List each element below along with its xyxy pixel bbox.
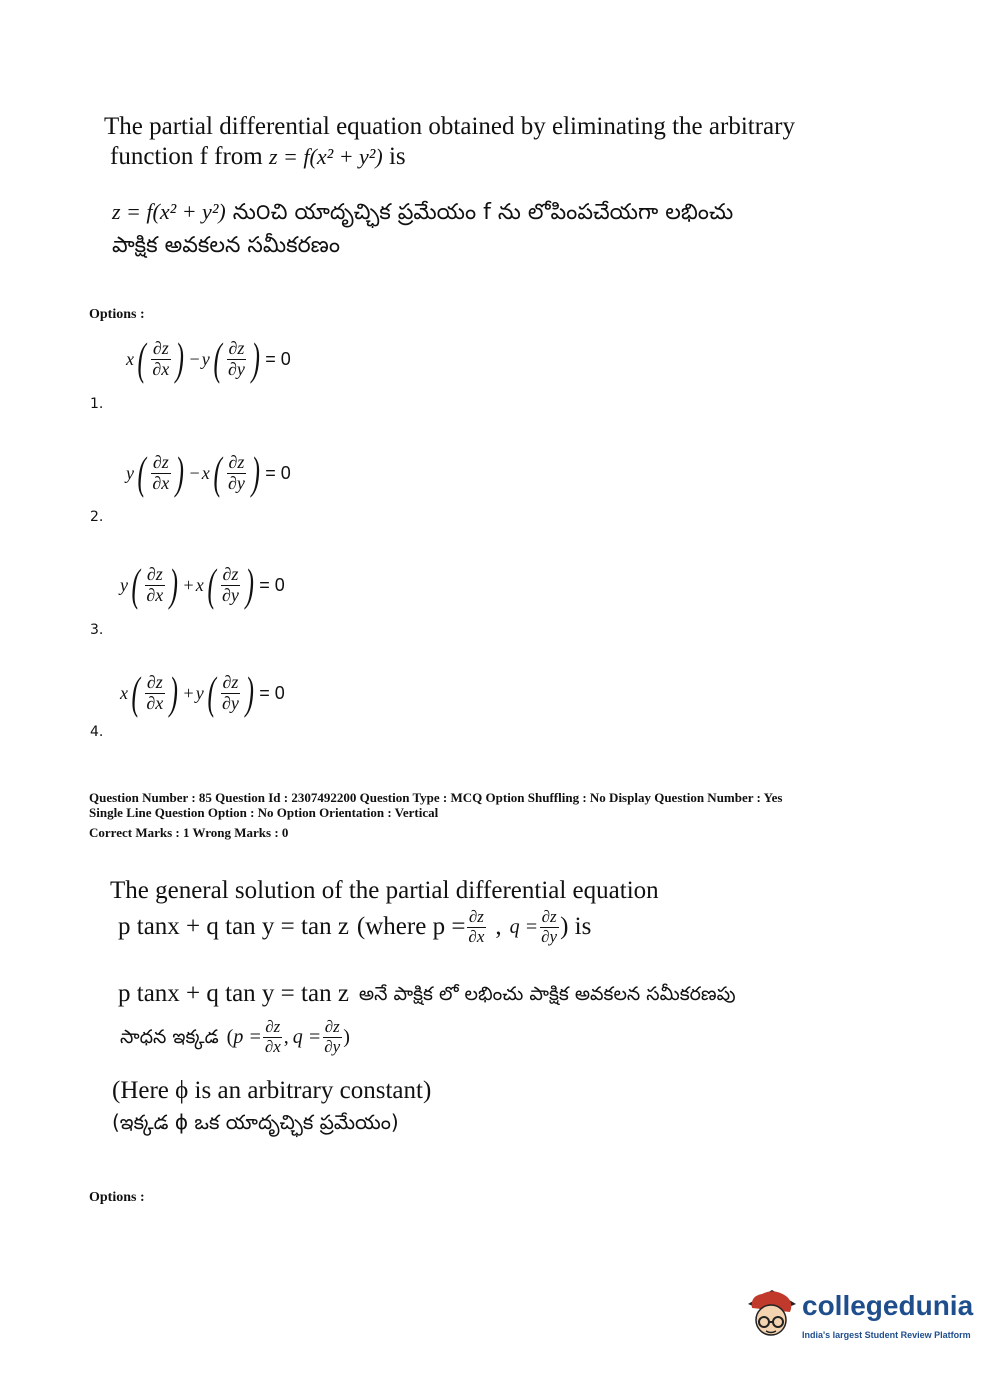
question-85-telugu-line1: p tanx + q tan y = tan z అనే పాక్షిక లో లభించు పాక్షిక అవకలన సమీకరణపు — [118, 980, 736, 1007]
option-2-expression[interactable]: y ( $\frac{\partial z}{\partial x}$ ) − x ( $\frac{\partial z}{\partial y}$ ) = 0 — [126, 447, 291, 498]
option-1-number: 1. — [90, 396, 104, 412]
question-85-meta-line3: Correct Marks : 1 Wrong Marks : 0 — [89, 825, 289, 840]
question-85-telugu-line2: సాధన ఇక్కడ ( p = $\frac{\partial z}{\partial x}$ , q = $\frac{\partial z}{\partial y}$ ) — [120, 1017, 350, 1056]
question-84-text-line1: The partial differential equation obtained by eliminating the arbitrary — [104, 113, 795, 140]
options-label: Options : — [89, 307, 145, 322]
question-85-text-line2: p tanx + q tan y = tan z (where p = $\frac{\partial z}{\partial x}$ , q = $\frac{\partial z}{\partial y}$ ) is — [118, 907, 592, 946]
mascot-icon — [742, 1284, 800, 1344]
collegedunia-logo[interactable] — [742, 1284, 974, 1354]
logo-name: collegedunia — [802, 1290, 974, 1321]
question-85-telugu-here: (ఇక్కడ ϕ ఒక యాదృచ్ఛిక ప్రమేయం) — [112, 1110, 399, 1134]
question-84-telugu-line2: పాక్షిక అవకలన సమీకరణం — [112, 233, 340, 258]
options-label-2: Options : — [89, 1190, 145, 1205]
option-3-expression[interactable]: y ( $\frac{\partial z}{\partial x}$ ) + x ( $\frac{\partial z}{\partial y}$ ) = 0 — [120, 559, 285, 610]
question-84-text-line2: function f from z = f(x² + y²) is — [110, 143, 406, 170]
option-3-number: 3. — [90, 622, 104, 638]
option-1-expression[interactable]: x ( $\frac{\partial z}{\partial x}$ ) − y ( $\frac{\partial z}{\partial y}$ ) = 0 — [126, 333, 291, 384]
logo-tagline: India's largest Student Review Platform — [802, 1330, 971, 1340]
question-85-text-line1: The general solution of the partial differential equation — [110, 877, 659, 904]
question-85-meta-line1: Question Number : 85 Question Id : 2307492200 Question Type : MCQ Option Shuffling : No Display Question Number : Yes — [89, 790, 783, 805]
question-85-here-line: (Here ϕ is an arbitrary constant) — [112, 1077, 432, 1104]
question-85-meta-line2: Single Line Question Option : No Option Orientation : Vertical — [89, 805, 439, 820]
option-2-number: 2. — [90, 509, 104, 525]
question-84-telugu-line1: z = f(x² + y²) ను౦చి యాదృచ్ఛిక ప్రమేయం f ను లోపింపచేయగా లభించు — [112, 199, 734, 225]
option-4-number: 4. — [90, 724, 104, 740]
option-4-expression[interactable]: x ( $\frac{\partial z}{\partial x}$ ) + y ( $\frac{\partial z}{\partial y}$ ) = 0 — [120, 667, 285, 718]
